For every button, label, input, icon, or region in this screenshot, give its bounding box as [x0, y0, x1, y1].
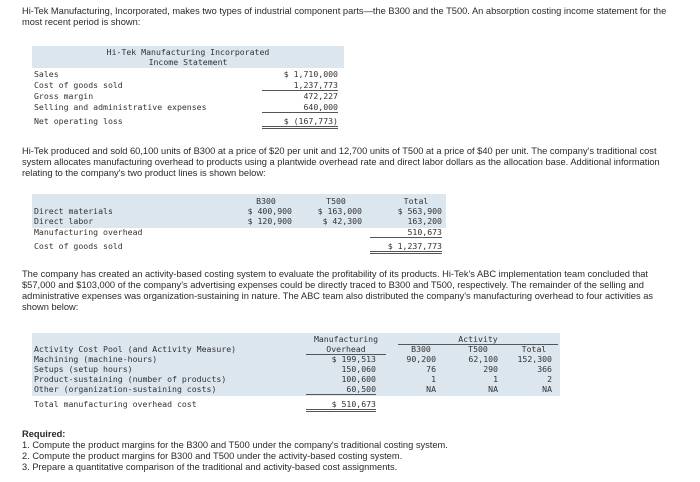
abc-total-product-sustaining: 2 — [547, 374, 552, 384]
cost-cogs-total: $ 1,237,773 — [370, 241, 442, 254]
cost-label-dm: Direct materials — [34, 206, 113, 216]
cost-header-total: Total — [403, 196, 429, 206]
abc-pool-setups: Setups (setup hours) — [34, 364, 133, 374]
is-value-sga: 640,000 — [262, 102, 338, 113]
is-value-gross-margin: 472,227 — [303, 91, 338, 101]
cost-dl-total: 163,200 — [407, 216, 442, 226]
required-item-1: 1. Compute the product margins for the B300 and T500 under the company's traditional costing system. — [22, 440, 448, 450]
abc-b300-product-sustaining: 1 — [431, 374, 436, 384]
cost-dl-t500: $ 42,300 — [322, 216, 362, 226]
abc-header-pool: Activity Cost Pool (and Activity Measure) — [34, 344, 237, 354]
is-label-net-loss: Net operating loss — [34, 116, 123, 126]
abc-mo-product-sustaining: 100,600 — [341, 374, 376, 384]
cost-label-mo: Manufacturing overhead — [34, 227, 143, 237]
cost-label-dl: Direct labor — [34, 216, 94, 226]
intro-paragraph: Hi-Tek Manufacturing, Incorporated, makes two types of industrial component parts—the B300 and the T500. An absorption costing income statement for the most recent period is shown: — [22, 6, 667, 27]
abc-paragraph: The company has created an activity-based costing system to evaluate the profitability of its products. Hi-Tek's ABC implementation team concluded that $57,000 and $103,000 of the company's advertising expenses could be directly traced to B300 and T500, respectively. The remainder of the selling and administrative expenses was organization-sustaining in nature. The ABC team also distributed the company's manufacturing overhead to four activities as shown below: — [22, 269, 654, 312]
abc-t500-product-sustaining: 1 — [493, 374, 498, 384]
cost-mo-total: 510,673 — [370, 227, 442, 238]
abc-total-machining: 152,300 — [517, 354, 552, 364]
abc-pool-machining: Machining (machine-hours) — [34, 354, 158, 364]
abc-mo-other: 60,500 — [306, 384, 376, 395]
income-statement-title: Income Statement — [148, 57, 228, 67]
abc-pool-other: Other (organization-sustaining costs) — [34, 384, 217, 394]
abc-t500-other: NA — [488, 384, 498, 394]
abc-mo-setups: 150,060 — [341, 364, 376, 374]
abc-pool-total: Total manufacturing overhead cost — [34, 399, 197, 409]
required-item-2: 2. Compute the product margins for B300 and T500 under the activity-based costing system. — [22, 451, 403, 461]
production-paragraph: Hi-Tek produced and sold 60,100 units of B300 at a price of $20 per unit and 12,700 units of T500 at a price of $40 per unit. The company's traditional cost system allocates manufacturing overhead to products using a plantwide overhead rate and direct labor dollars as the allocation base. Additional information relating to the company's two product lines is shown below: — [22, 146, 660, 178]
abc-pool-product-sustaining: Product-sustaining (number of products) — [34, 374, 227, 384]
abc-mo-machining: $ 199,513 — [331, 354, 376, 364]
is-value-cogs: 1,237,773 — [262, 80, 338, 91]
required-item-3: 3. Prepare a quantitative comparison of the traditional and activity-based cost assignments. — [22, 462, 398, 472]
is-label-sales: Sales — [34, 69, 59, 79]
abc-header-t500: T500 — [468, 344, 488, 354]
abc-header-mo-line2: Overhead — [306, 344, 386, 355]
cost-label-cogs: Cost of goods sold — [34, 241, 123, 251]
abc-header-b300: B300 — [411, 344, 431, 354]
abc-t500-setups: 290 — [483, 364, 498, 374]
abc-header-mo-line1: Manufacturing — [313, 334, 379, 344]
cost-header-t500: T500 — [326, 196, 346, 206]
abc-header-total: Total — [521, 344, 547, 354]
abc-header-activity: Activity — [398, 334, 558, 345]
is-value-net-loss: $ (167,773) — [262, 116, 338, 129]
cost-dm-t500: $ 163,000 — [317, 206, 362, 216]
cost-header-b300: B300 — [256, 196, 276, 206]
cost-dm-b300: $ 400,900 — [247, 206, 292, 216]
abc-b300-setups: 76 — [426, 364, 436, 374]
is-label-gross-margin: Gross margin — [34, 91, 94, 101]
cost-dm-total: $ 563,900 — [397, 206, 442, 216]
abc-t500-machining: 62,100 — [468, 354, 498, 364]
is-label-sga: Selling and administrative expenses — [34, 102, 207, 112]
is-value-sales: $ 1,710,000 — [283, 69, 338, 79]
abc-b300-other: NA — [426, 384, 436, 394]
income-statement-company: Hi-Tek Manufacturing Incorporated — [106, 47, 270, 57]
abc-b300-machining: 90,200 — [406, 354, 436, 364]
required-heading: Required: — [22, 429, 66, 439]
abc-total-setups: 366 — [537, 364, 552, 374]
is-label-cogs: Cost of goods sold — [34, 80, 123, 90]
abc-total-other: NA — [542, 384, 552, 394]
abc-mo-total: $ 510,673 — [306, 399, 376, 412]
cost-dl-b300: $ 120,900 — [247, 216, 292, 226]
